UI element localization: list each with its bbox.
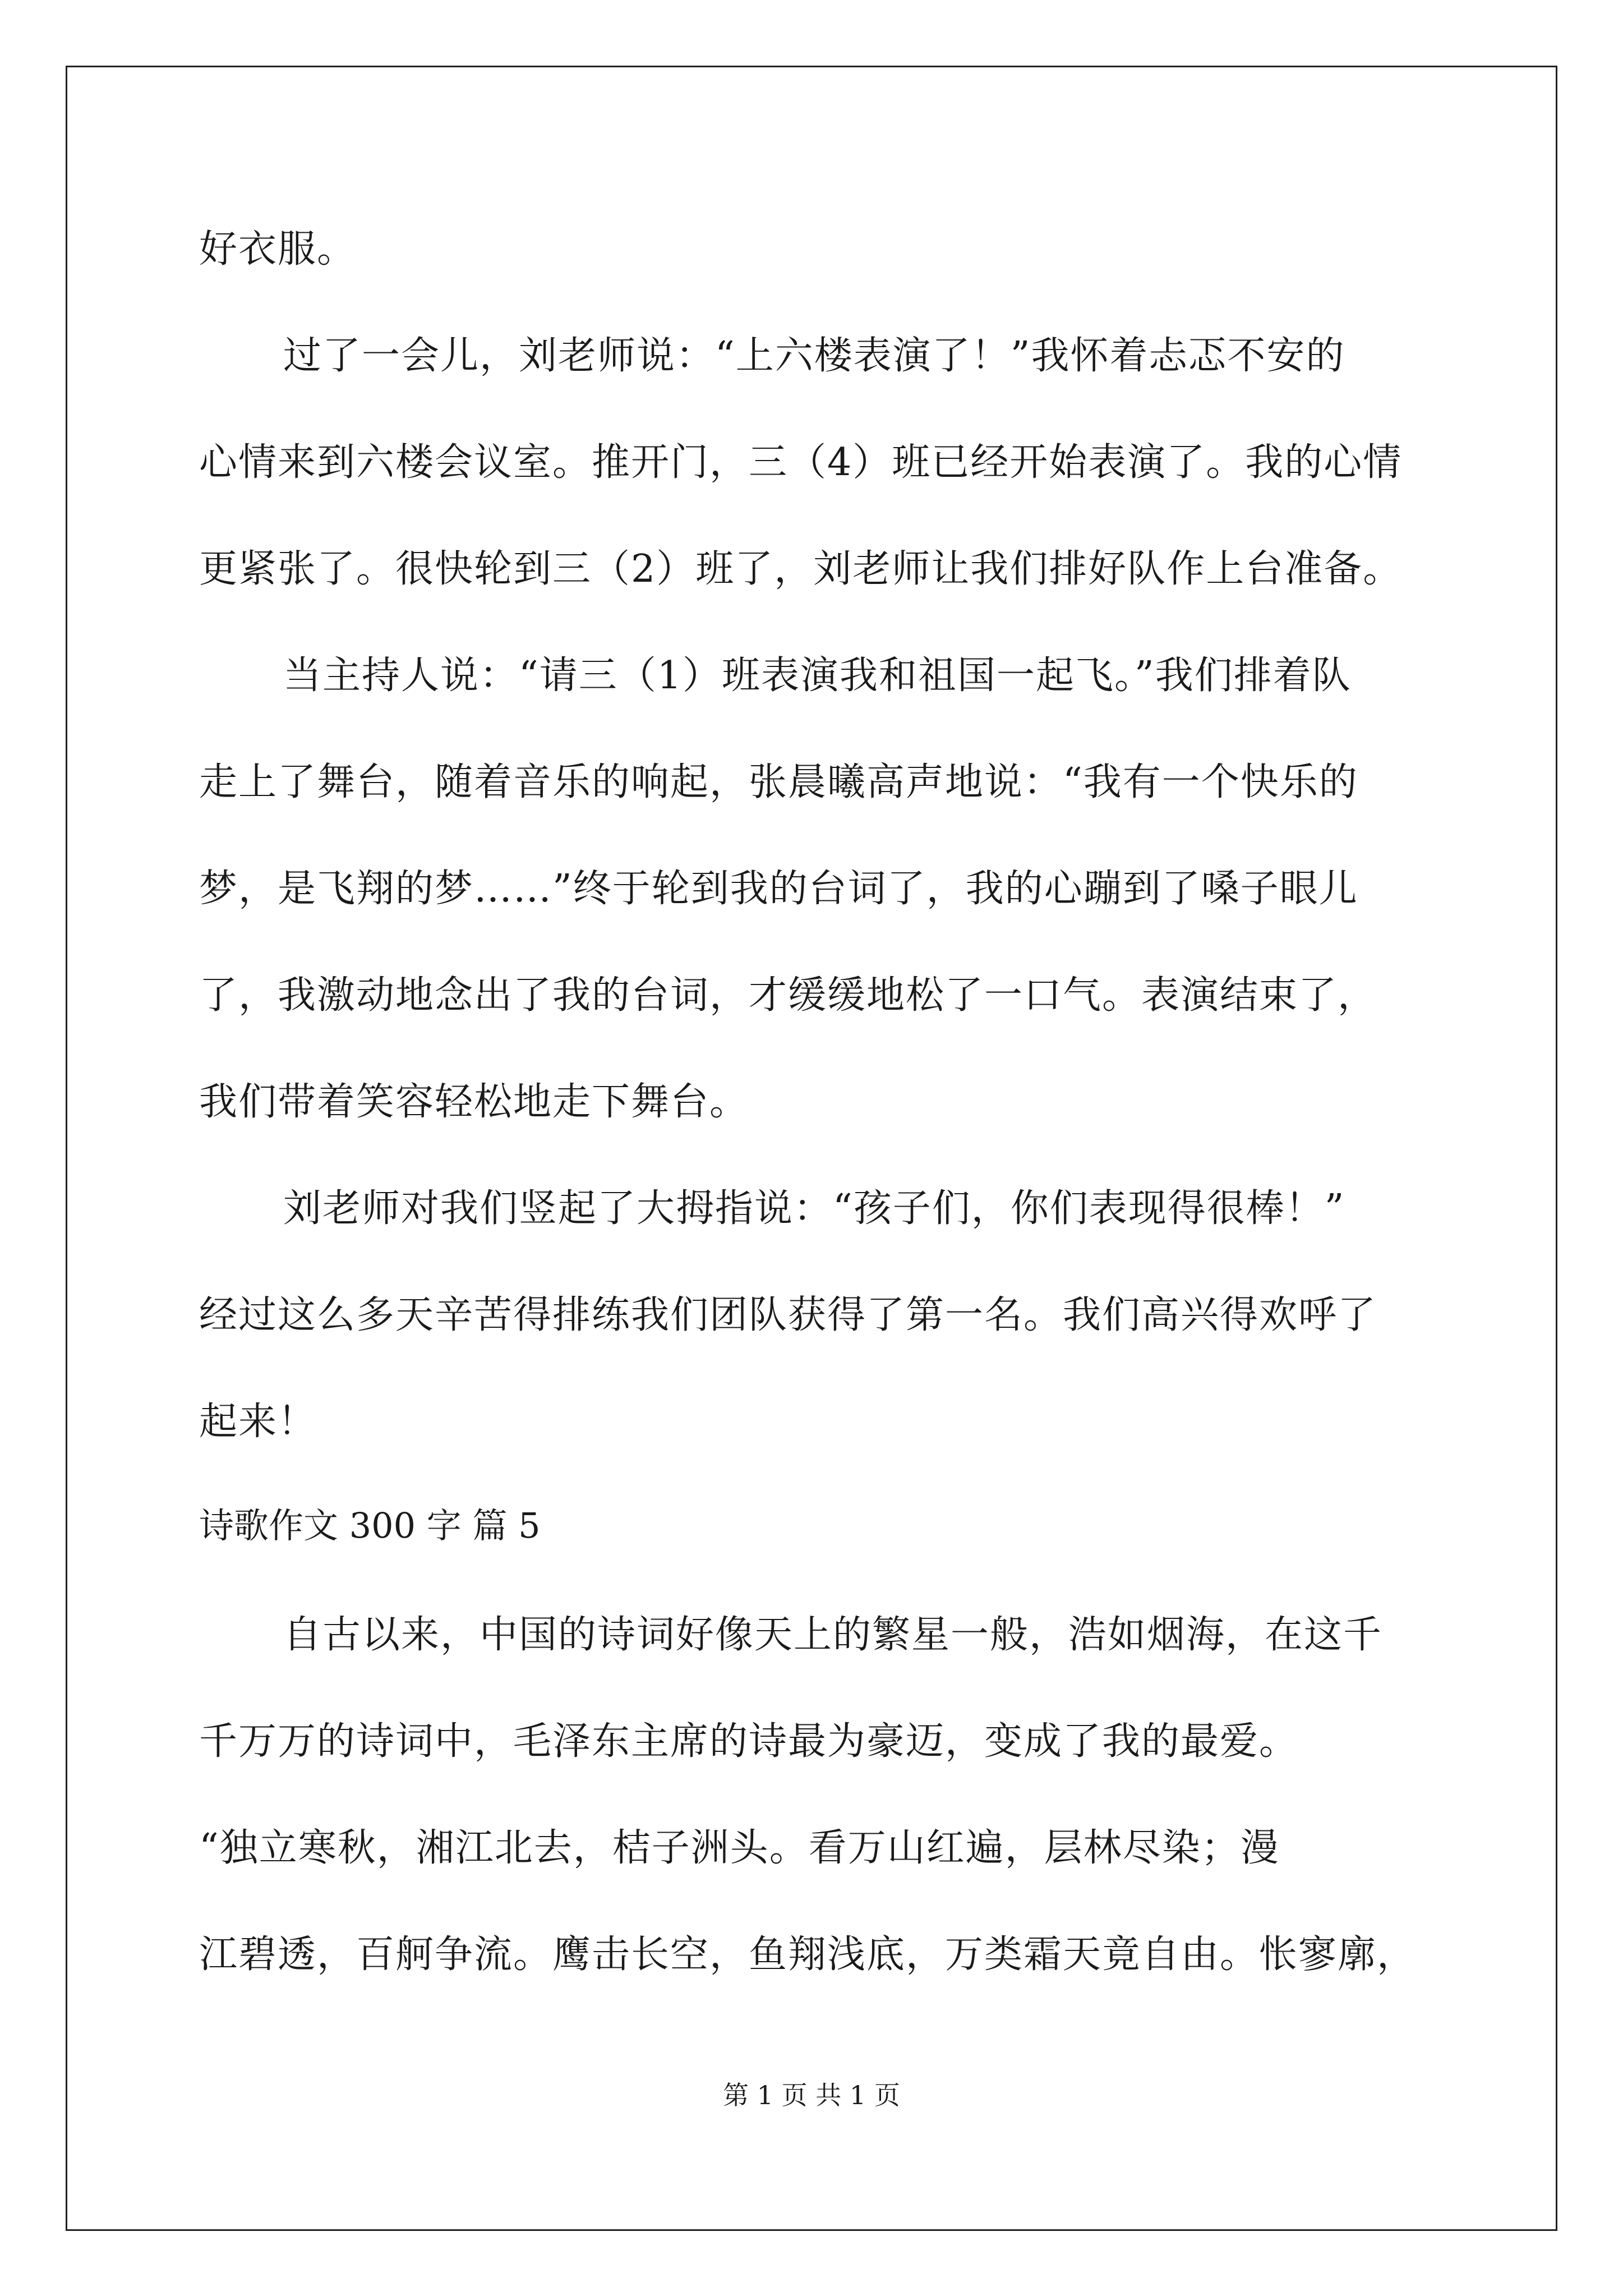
text-line: 自古以来，中国的诗词好像天上的繁星一般，浩如烟海，在这千 (283, 1613, 1383, 1657)
section-heading: 诗歌作文 300 字 篇 5 (199, 1505, 541, 1546)
text-line: 心情来到六楼会议室。推开门，三（4）班已经开始表演了。我的心情 (199, 440, 1403, 485)
text-line: 经过这么多天辛苦得排练我们团队获得了第一名。我们高兴得欢呼了 (199, 1293, 1377, 1337)
text-line: 过了一会儿，刘老师说：“上六楼表演了！”我怀着忐忑不安的 (283, 334, 1345, 378)
text-line: 我们带着笑容轻松地走下舞台。 (199, 1080, 749, 1124)
text-line: 梦，是飞翔的梦……”终于轮到我的台词了，我的心蹦到了嗓子眼儿 (199, 867, 1358, 911)
text-line: 更紧张了。很快轮到三（2）班了，刘老师让我们排好队作上台准备。 (199, 547, 1403, 591)
text-line: 刘老师对我们竖起了大拇指说：“孩子们，你们表现得很棒！” (283, 1186, 1345, 1231)
text-line: 千万万的诗词中，毛泽东主席的诗最为豪迈，变成了我的最爱。 (199, 1719, 1299, 1764)
text-line: 好衣服。 (199, 227, 357, 272)
page-border (66, 66, 1557, 2231)
text-line: 了，我激动地念出了我的台词，才缓缓地松了一口气。表演结束了， (199, 973, 1377, 1018)
page-footer: 第 1 页 共 1 页 (723, 2080, 900, 2110)
text-line: 起来！ (199, 1400, 317, 1444)
text-line: 江碧透，百舸争流。鹰击长空，鱼翔浅底，万类霜天竟自由。怅寥廓， (199, 1932, 1417, 1977)
text-line: 走上了舞台，随着音乐的响起，张晨曦高声地说：“我有一个快乐的 (199, 760, 1358, 804)
text-line: “独立寒秋，湘江北去，桔子洲头。看万山红遍，层林尽染；漫 (199, 1826, 1280, 1870)
text-line: 当主持人说：“请三（1）班表演我和祖国一起飞。”我们排着队 (283, 654, 1352, 698)
